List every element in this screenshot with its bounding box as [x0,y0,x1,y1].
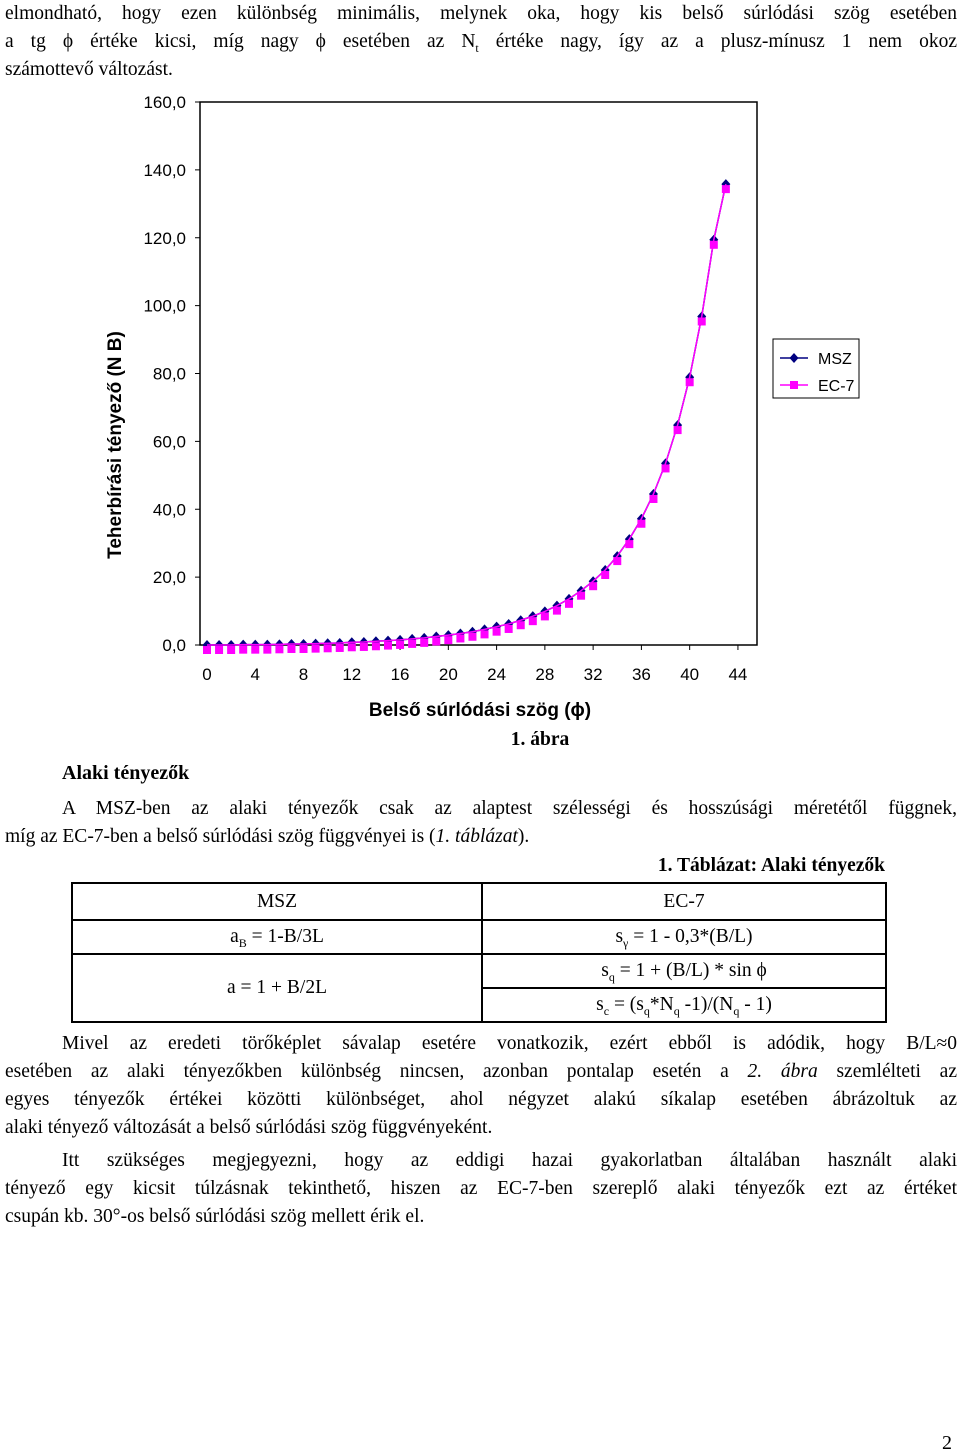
para2-line-2: esetében az alaki tényezőkben különbség nincsen, azonban pontalap esetén a 2. ábra szemlélteti az [5,1061,957,1082]
data-point-ec7 [336,644,344,652]
para3-line-1: Itt szükséges megjegyezni, hogy az eddigi hazai gyakorlatban általában használt alaki [62,1150,957,1171]
data-point-ec7 [360,643,368,651]
paragraph-1 [5,795,957,851]
chart-series [203,179,731,654]
data-point-ec7 [565,600,573,608]
data-point-ec7 [722,185,730,193]
y-axis [143,93,757,655]
table-header-ec7: EC-7 [482,883,886,920]
x-tick-label: 12 [342,665,362,684]
x-tick-label: 32 [583,665,603,684]
x-axis-label: Belső súrlódási szög (ϕ) [368,700,592,721]
legend-label: EC-7 [818,378,855,395]
data-point-ec7 [577,592,585,600]
table-cell-ec7-sgamma: $s_\gamma = 1 - 0,3*(B/L)$ [482,920,886,954]
x-tick-label: 36 [631,665,651,684]
plot-area-frame [200,102,757,645]
x-tick-label: 40 [680,665,700,684]
table-header-msz: MSZ [72,883,482,920]
data-point-ec7 [239,646,247,654]
data-point-ec7 [710,241,718,249]
x-tick-label: 8 [298,665,309,684]
data-point-ec7 [686,378,694,386]
y-tick-label: 40,0 [152,500,186,520]
page-number: 2 [942,1432,952,1454]
data-point-ec7 [662,464,670,472]
data-point-ec7 [263,646,271,654]
data-point-ec7 [203,646,211,654]
data-point-ec7 [324,644,332,652]
shape-factor-table [71,882,887,1023]
data-point-ec7 [481,630,489,638]
table-caption: 1. Táblázat: Alaki tényezők [657,855,885,876]
y-axis-label: Teherbírási tényező (N B) [105,331,126,559]
y-tick-label: 120,0 [143,228,186,248]
data-point-ec7 [396,641,404,649]
x-tick-label: 0 [202,665,212,684]
intro-line-3: számottevő változást. [5,59,173,80]
para1-line-2: míg az EC-7-ben a belső súrlódási szög függvényei is (1. táblázat). [5,826,530,847]
figure-caption: 1. ábra [510,729,570,750]
data-point-ec7 [505,625,513,633]
table-cell-msz-a: a = 1 + B/2L [72,954,482,1022]
para2-line-1: Mivel az eredeti törőképlet sávalap esetére vonatkozik, ezért ebből is adódik, hogy B/L≈0 [62,1033,957,1054]
para2-line-3: egyes tényezők értékei közötti különbséget, ahol négyzet alakú síkalap esetében ábrázoltuk az [5,1089,957,1110]
table-cell-ec7-sc: $s_c = (s_q*N_q$ $-1)/(N_q - 1)$ [482,988,886,1022]
data-point-ec7 [613,557,621,565]
x-tick-label: 24 [487,665,507,684]
data-point-ec7 [601,571,609,579]
data-point-ec7 [444,636,452,644]
x-tick-label: 44 [728,665,748,684]
y-tick-label: 160,0 [143,93,186,112]
para3-line-3: csupán kb. 30°-os belső súrlódási szög mellett érik el. [5,1206,425,1227]
data-point-ec7 [384,642,392,650]
chart-legend [773,339,859,398]
intro-line-2: a tg ϕ értéke kicsi, míg nagy ϕ esetében az $N_t$ értéke nagy, így az a plusz-mínusz 1 nem okoz [5,31,957,55]
data-point-ec7 [553,607,561,615]
paragraph-2 [5,1030,957,1142]
bearing-capacity-chart [0,75,960,735]
data-point-ec7 [456,634,464,642]
data-point-ec7 [215,646,223,654]
y-tick-label: 0,0 [162,636,186,655]
data-point-ec7 [300,645,308,653]
legend-marker-ec7 [790,381,798,389]
intro-line-1: elmondható, hogy ezen különbség minimális, melynek oka, hogy kis belső súrlódási szög esetében [5,3,957,24]
data-point-ec7 [432,638,440,646]
para2-line-4: alaki tényező változását a belső súrlódási szög függvényeként. [5,1117,493,1138]
x-tick-label: 16 [390,665,410,684]
y-tick-label: 100,0 [143,296,186,316]
data-point-ec7 [312,645,320,653]
data-point-ec7 [251,646,259,654]
x-tick-label: 4 [250,665,261,684]
y-tick-label: 80,0 [152,364,186,384]
data-point-ec7 [420,639,428,647]
x-axis [202,645,747,684]
data-point-ec7 [517,621,525,629]
data-point-ec7 [348,643,356,651]
section-heading: Alaki tényezők [62,762,190,784]
paragraph-3 [5,1147,957,1231]
data-point-ec7 [493,628,501,636]
legend-label: MSZ [818,351,852,368]
data-point-ec7 [468,633,476,641]
table-cell-ec7-sq: $s_q = 1 + (B/L) * \sin \phi$ [482,954,886,988]
data-point-ec7 [541,612,549,620]
data-point-ec7 [674,426,682,434]
series-line-msz [207,184,726,645]
table-cell-msz-ab: $a_B = 1-B/3L$ [72,920,482,954]
x-tick-label: 20 [438,665,458,684]
data-point-ec7 [637,520,645,528]
data-point-ec7 [529,617,537,625]
data-point-ec7 [698,317,706,325]
y-tick-label: 20,0 [152,568,186,588]
y-tick-label: 60,0 [152,432,186,452]
y-tick-label: 140,0 [143,160,186,180]
data-point-ec7 [372,642,380,650]
data-point-ec7 [408,640,416,648]
data-point-ec7 [625,540,633,548]
series-line-ec-7 [207,184,726,645]
data-point-ec7 [287,645,295,653]
x-tick-label: 28 [535,665,555,684]
data-point-ec7 [589,582,597,590]
intro-paragraph [5,0,957,84]
para3-line-2: tényező egy kicsit túlzásnak tekinthető, hiszen az EC-7-ben szereplő alaki tényezők ezt az értéket [5,1178,957,1199]
data-point-ec7 [275,645,283,653]
para1-line-1: A MSZ-ben az alaki tényezők csak az alaptest szélességi és hosszúsági méretétől függnek, [62,798,957,819]
data-point-ec7 [649,495,657,503]
data-point-ec7 [227,646,235,654]
